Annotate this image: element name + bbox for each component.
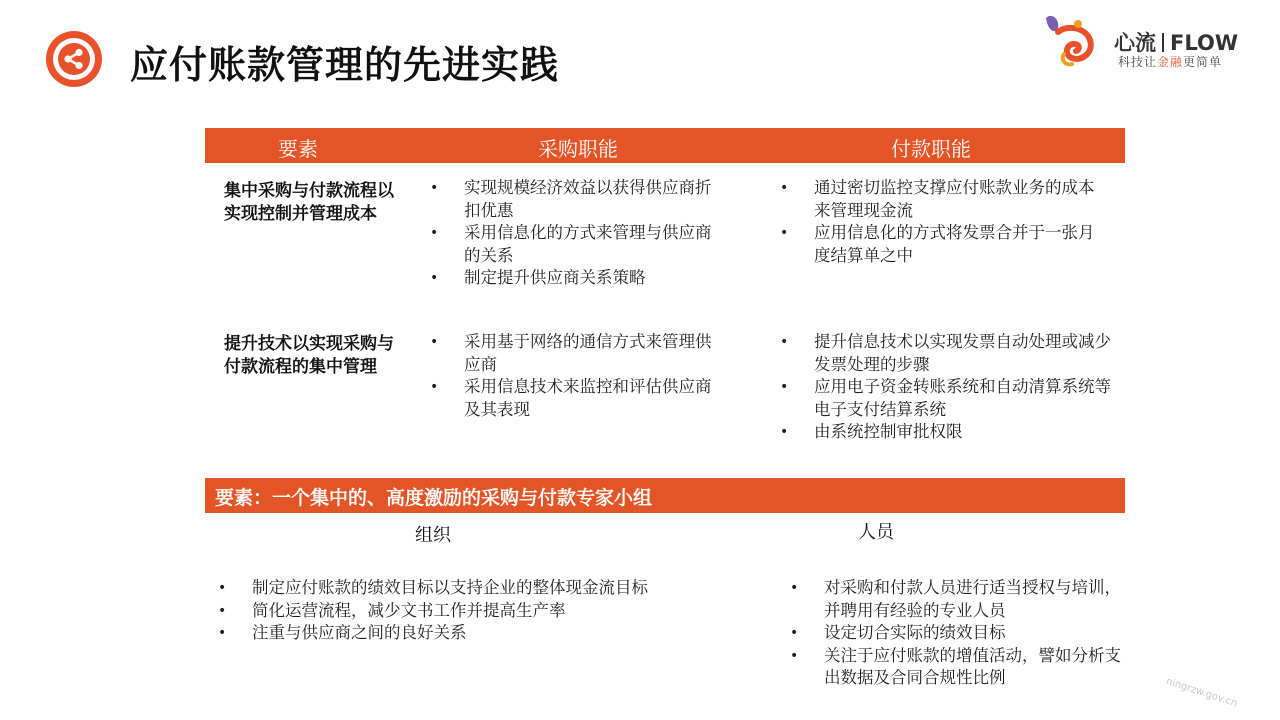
list-item: • 由系统控制审批权限 (780, 421, 1115, 444)
brand-logo (1038, 10, 1258, 70)
brand-name-cn: 心流 (1114, 31, 1156, 55)
slogan-highlight: 金融 (1157, 55, 1184, 69)
slogan-part-1: 科技让 (1118, 55, 1158, 69)
list-item: • 关注于应付账款的增值活动，譬如分析支出数据及合同合规性比例 (790, 645, 1125, 690)
row-2-element: 提升技术以实现采购与付款流程的集中管理 (224, 334, 394, 377)
row-1-element: 集中采购与付款流程以实现控制并管理成本 (224, 181, 394, 224)
list-item: • 注重与供应商之间的良好关系 (218, 622, 738, 645)
brand-name-en: FLOW (1170, 31, 1238, 55)
org-heading: 组织 (415, 525, 451, 546)
org-list (218, 577, 738, 645)
list-item: • 制定应付账款的绩效目标以支持企业的整体现金流目标 (218, 577, 738, 600)
page-title: 应付账款管理的先进实践 (130, 43, 560, 87)
share-icon (46, 31, 102, 87)
header-element: 要素 (278, 137, 318, 161)
brand-separator (1162, 33, 1164, 52)
list-item: • 制定提升供应商关系策略 (430, 267, 720, 290)
list-item: • 设定切合实际的绩效目标 (790, 622, 1125, 645)
team-element-bar (205, 478, 1125, 513)
team-element-label: 要素：一个集中的、高度激励的采购与付款专家小组 (215, 487, 653, 509)
header-procurement: 采购职能 (538, 137, 618, 161)
row-2-procurement-list (430, 331, 720, 421)
list-item: • 通过密切监控支撑应付账款业务的成本来管理现金流 (780, 177, 1100, 222)
list-item: • 采用信息化的方式来管理与供应商的关系 (430, 222, 720, 267)
list-item: • 提升信息技术以实现发票自动处理或减少发票处理的步骤 (780, 331, 1115, 376)
list-item: • 采用信息技术来监控和评估供应商及其表现 (430, 376, 720, 421)
slogan-part-2: 更简单 (1183, 55, 1223, 69)
list-item: • 简化运营流程，减少文书工作并提高生产率 (218, 600, 738, 623)
people-heading: 人员 (858, 522, 894, 543)
list-item: • 实现规模经济效益以获得供应商折扣优惠 (430, 177, 720, 222)
flow-logo-icon (1038, 10, 1108, 70)
row-1-procurement-list (430, 177, 720, 290)
row-1-payment-list (780, 177, 1100, 267)
list-item: • 应用电子资金转账系统和自动清算系统等电子支付结算系统 (780, 376, 1115, 421)
brand-slogan (1118, 53, 1222, 70)
list-item: • 采用基于网络的通信方式来管理供应商 (430, 331, 720, 376)
list-item: • 应用信息化的方式将发票合并于一张月度结算单之中 (780, 222, 1100, 267)
list-item: • 对采购和付款人员进行适当授权与培训，并聘用有经验的专业人员 (790, 577, 1125, 622)
watermark: ningrzw.gov.cn (1164, 676, 1239, 710)
row-2-payment-list (780, 331, 1115, 444)
table-header-bar (205, 128, 1125, 163)
people-list (790, 577, 1125, 690)
header-payment: 付款职能 (891, 137, 971, 161)
